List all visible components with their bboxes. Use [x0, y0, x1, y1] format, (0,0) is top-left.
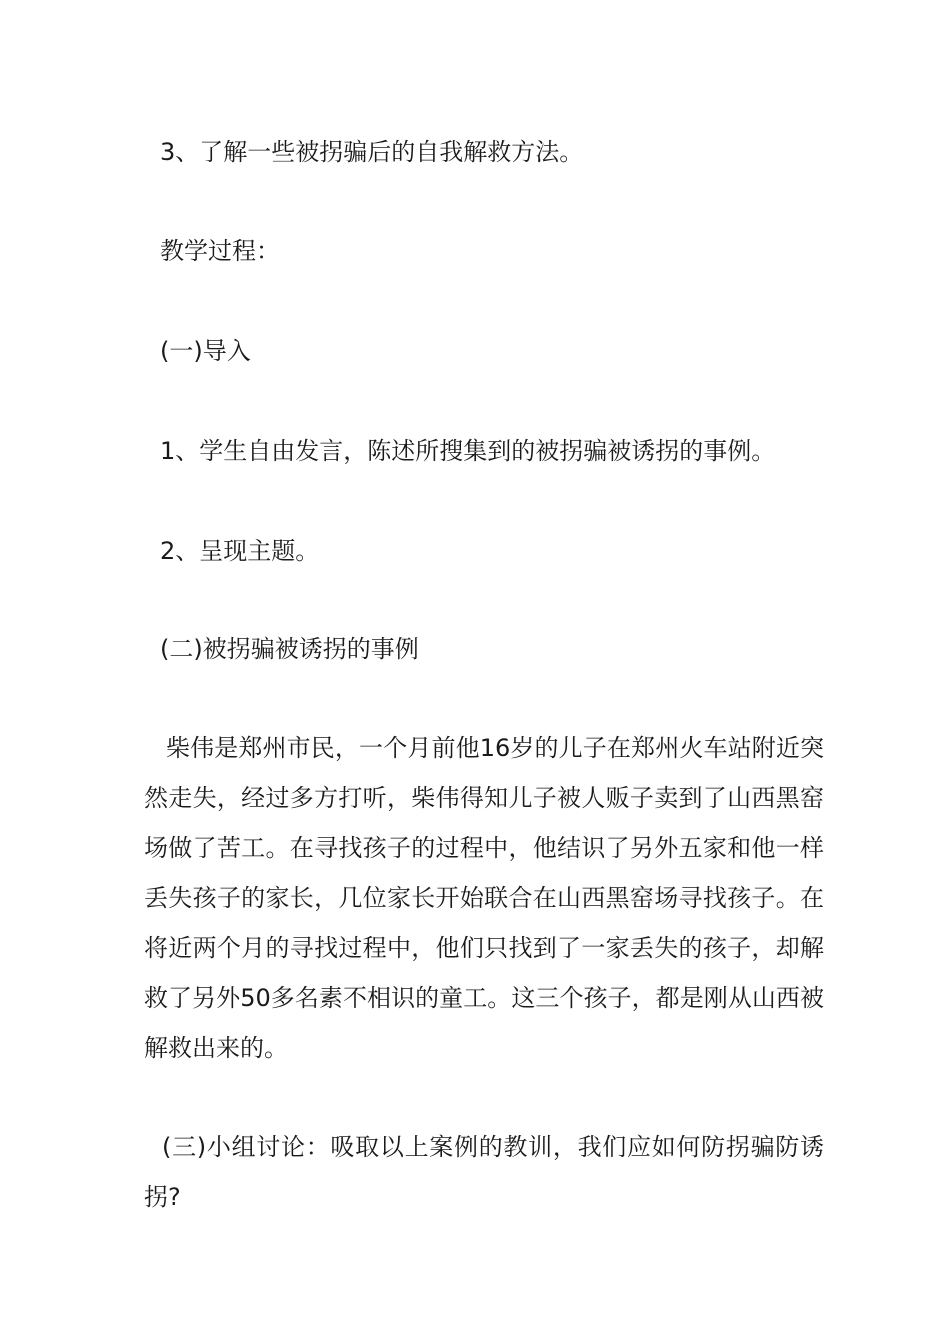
section-heading-teaching-process: 教学过程： [160, 237, 280, 265]
case-example-paragraph: 柴伟是郑州市民，一个月前他16岁的儿子在郑州火车站附近突然走失，经过多方打听，柴伟得知儿子被人贩子卖到了山西黑窑场做了苦工。在寻找孩子的过程中，他结识了另外五家和他一样丢失孩子的家长，几位家长开始联合在山西黑窑场寻找孩子。在将近两个月的寻找过程中，他们只找到了一家丢失的孩子，却解救了另外50多名素不相识的童工。这三个孩子，都是刚从山西被解救出来的。 [144, 734, 824, 1062]
section-heading-case-examples: (二)被拐骗被诱拐的事例 [160, 635, 419, 663]
introduction-step-2: 2、呈现主题。 [160, 537, 320, 565]
objective-item-3: 3、了解一些被拐骗后的自我解救方法。 [160, 138, 584, 166]
group-discussion-paragraph: (三)小组讨论：吸取以上案例的教训，我们应如何防拐骗防诱拐? [144, 1133, 824, 1211]
section-heading-introduction: (一)导入 [160, 337, 251, 365]
introduction-step-1: 1、学生自由发言，陈述所搜集到的被拐骗被诱拐的事例。 [160, 437, 776, 465]
